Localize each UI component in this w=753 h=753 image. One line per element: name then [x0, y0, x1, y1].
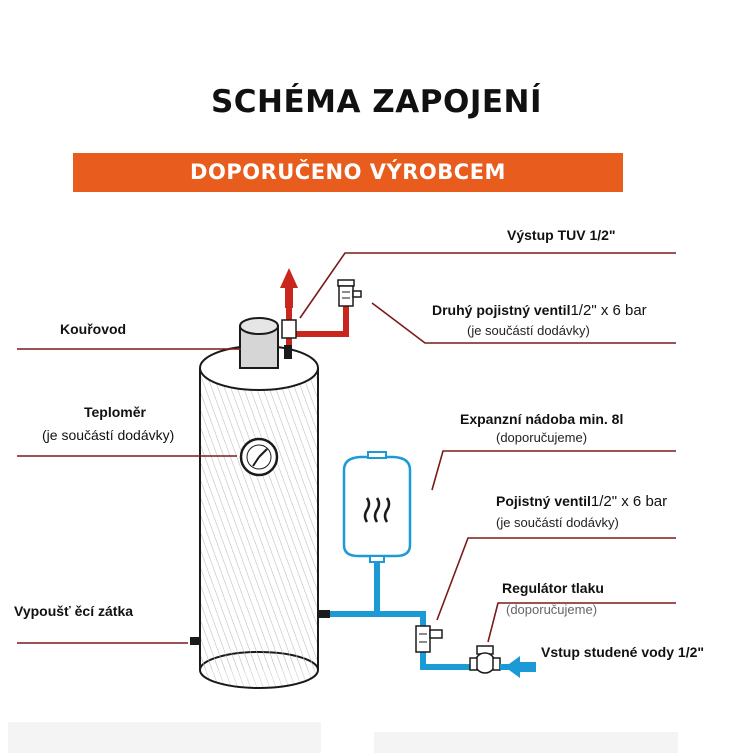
flue-pipe	[240, 318, 278, 368]
boiler-tank	[200, 346, 318, 688]
pressure-regulator-note: (doporučujeme)	[506, 602, 598, 617]
hot-water-outlet-label: Výstup TUV 1/2"	[507, 227, 616, 243]
thermometer-label: Teploměr	[84, 404, 146, 420]
flue-label: Kouřovod	[60, 321, 127, 337]
safety-valve-name: Pojistný ventil	[496, 493, 591, 509]
thermometer-note: (je součástí dodávky)	[42, 427, 175, 443]
pressure-regulator-icon	[470, 646, 536, 678]
cold-water-inlet-label: Vstup studené vody 1/2"	[541, 644, 705, 660]
thermometer-icon	[241, 439, 277, 475]
cold-water-pipe	[318, 560, 474, 670]
page-title: SCHÉMA ZAPOJENÍ	[210, 84, 543, 120]
second-valve-note: (je součástí dodávky)	[467, 323, 590, 338]
safety-valve-spec: 1/2" x 6 bar	[590, 493, 668, 510]
recommended-banner: DOPORUČENO VÝROBCEM	[73, 153, 623, 192]
second-safety-valve-icon	[338, 280, 361, 306]
expansion-vessel-icon	[344, 452, 410, 562]
pressure-regulator-label: Regulátor tlaku	[502, 580, 604, 596]
expansion-vessel-label: Expanzní nádoba min. 8l	[460, 411, 624, 427]
second-valve-name: Druhý pojistný ventil	[432, 302, 571, 318]
drain-plug-label: Vypoušť ěcí zátka	[14, 603, 134, 619]
safety-valve-icon	[416, 626, 442, 652]
second-valve-spec: 1/2" x 6 bar	[570, 302, 647, 319]
safety-valve-note: (je součástí dodávky)	[496, 515, 619, 530]
bottom-panel-left	[8, 722, 321, 753]
safety-valve-label	[496, 493, 667, 510]
second-valve-label	[432, 302, 647, 319]
drain-plug-icon	[190, 637, 200, 645]
bottom-panel-right	[374, 732, 678, 753]
tee-fitting-icon	[282, 320, 296, 338]
expansion-vessel-note: (doporučujeme)	[496, 430, 588, 445]
